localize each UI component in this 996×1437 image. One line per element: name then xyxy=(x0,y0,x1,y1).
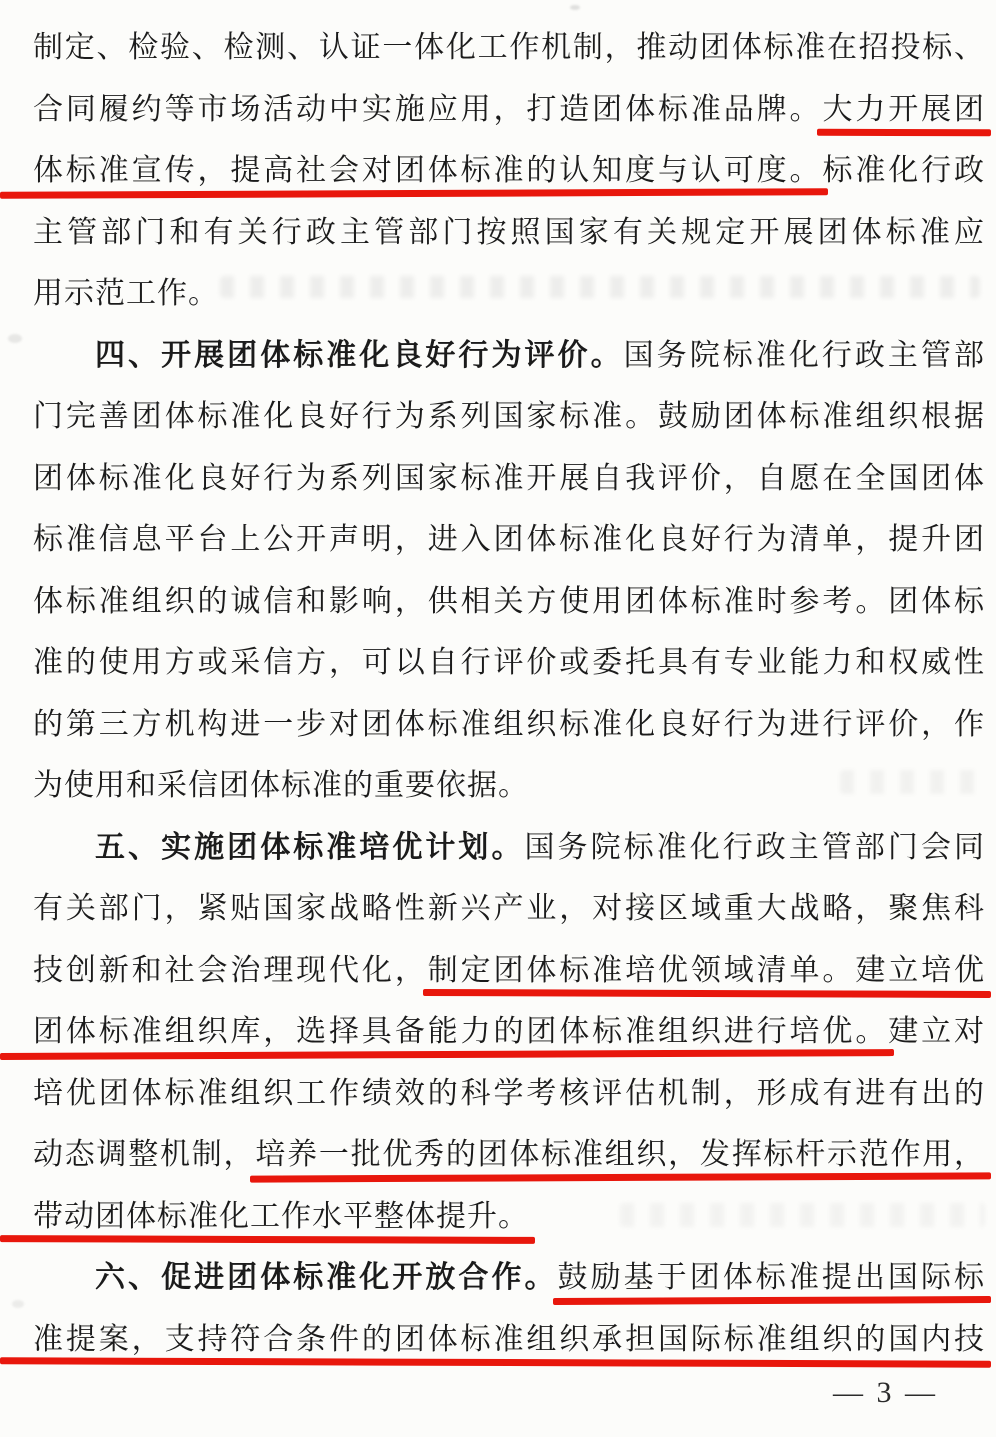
text-line xyxy=(33,817,985,879)
text-line xyxy=(33,571,985,633)
text-line xyxy=(33,1001,985,1063)
text-segment: 的第三方机构进一步对团体标准组织标准化良好行为进行评价，作 xyxy=(33,707,985,741)
text-line xyxy=(33,202,985,264)
text-line xyxy=(33,509,985,571)
heading-segment: 六、促进团体标准化开放合作。 xyxy=(95,1261,558,1294)
text-segment: 技创新和社会治理现代化， xyxy=(33,953,428,987)
text-line xyxy=(33,694,985,756)
text-line xyxy=(33,632,985,694)
page-number: — 3 — xyxy=(833,1376,938,1409)
text-line xyxy=(33,940,985,1002)
text-line xyxy=(33,263,985,325)
text-line xyxy=(33,1124,985,1186)
text-segment: 体标准组织的诚信和影响，供相关方使用团体标准时参考。团体标 xyxy=(33,584,985,618)
underlined-text-segment: 制定团体标准培优领域清单。建立培优 xyxy=(427,953,986,987)
underlined-text-segment: 体标准宣传，提高社会对团体标准的认知度与认可度。 xyxy=(33,154,823,187)
text-line xyxy=(33,1309,985,1371)
text-line xyxy=(33,1247,985,1309)
text-segment: 建立对 xyxy=(888,1015,986,1048)
text-segment: 制定、检验、检测、认证一体化工作机制，推动团体标准在招投标、 xyxy=(33,31,985,64)
text-segment: 合同履约等市场活动中实施应用，打造团体标准品牌。 xyxy=(33,92,823,126)
heading-segment: 五、实施团体标准培优计划。 xyxy=(95,830,525,864)
text-segment: 标准化行政 xyxy=(822,154,986,187)
text-block xyxy=(33,17,985,1370)
underlined-text-segment: 培养一批优秀的团体标准组织，发挥标杆示范作用， xyxy=(255,1138,986,1171)
heading-segment: 四、开展团体标准化良好行为评价。 xyxy=(95,338,624,372)
text-line xyxy=(33,17,985,79)
text-segment: 主管部门和有关行政主管部门按照国家有关规定开展团体标准应 xyxy=(33,215,985,249)
text-line xyxy=(33,1186,985,1248)
text-segment: 为使用和采信团体标准的重要依据。 xyxy=(33,769,529,802)
underlined-text-segment: 准提案，支持符合条件的团体标准组织承担国际标准组织的国内技 xyxy=(33,1322,985,1356)
scan-artifact xyxy=(8,334,22,343)
text-segment: 标准信息平台上公开声明，进入团体标准化良好行为清单，提升团 xyxy=(33,523,985,556)
text-segment: 国务院标准化行政主管部门会同 xyxy=(524,830,985,864)
underlined-text-segment: 大力开展团 xyxy=(822,92,986,126)
text-line xyxy=(33,325,985,387)
underlined-text-segment: 带动团体标准化工作水平整体提升。 xyxy=(33,1199,529,1233)
scan-artifact xyxy=(570,5,580,10)
text-line xyxy=(33,79,985,141)
text-line xyxy=(33,755,985,817)
text-line xyxy=(33,1063,985,1125)
text-line xyxy=(33,448,985,510)
text-segment: 用示范工作。 xyxy=(33,277,219,310)
underlined-text-segment: 团体标准组织库，选择具备能力的团体标准组织进行培优。 xyxy=(33,1015,889,1048)
text-segment: 门完善团体标准化良好行为系列国家标准。鼓励团体标准组织根据 xyxy=(33,400,985,433)
text-segment: 培优团体标准组织工作绩效的科学考核评估机制，形成有进有出的 xyxy=(33,1076,985,1110)
scan-artifact xyxy=(12,1300,24,1308)
underlined-text-segment: 鼓励基于团体标准提出国际标 xyxy=(557,1261,986,1294)
text-segment: 有关部门，紧贴国家战略性新兴产业，对接区域重大战略，聚焦科 xyxy=(33,892,985,925)
text-segment: 国务院标准化行政主管部 xyxy=(623,338,986,372)
text-segment: 团体标准化良好行为系列国家标准开展自我评价，自愿在全国团体 xyxy=(33,461,985,495)
text-segment: 动态调整机制， xyxy=(33,1138,256,1171)
text-segment: 准的使用方或采信方，可以自行评价或委托具有专业能力和权威性 xyxy=(33,646,985,679)
text-line xyxy=(33,386,985,448)
text-line xyxy=(33,878,985,940)
text-line xyxy=(33,140,985,202)
